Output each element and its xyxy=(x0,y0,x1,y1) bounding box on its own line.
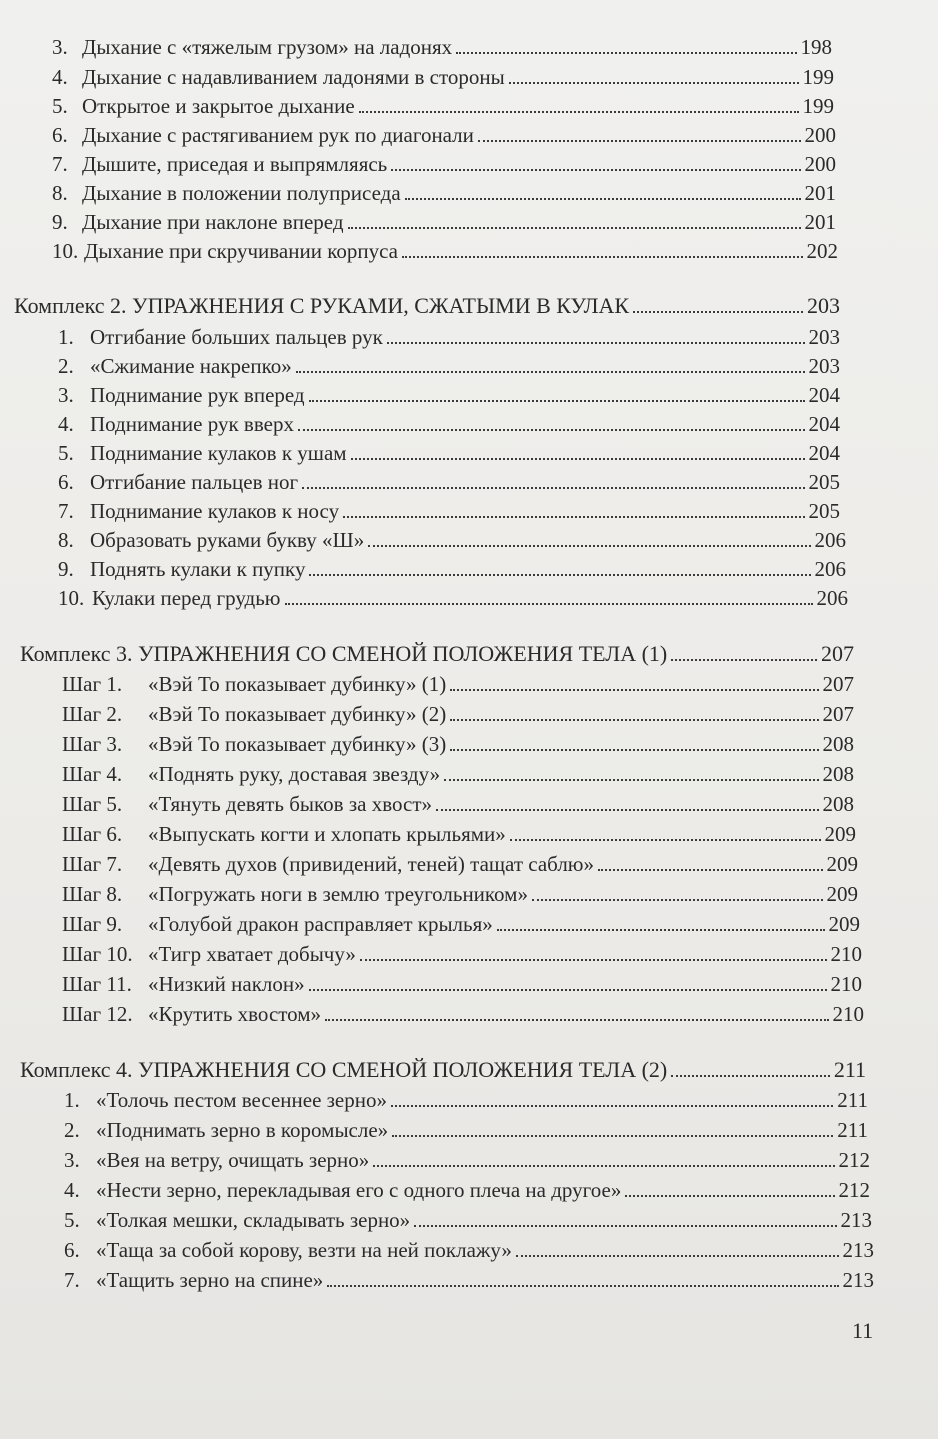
dot-leader xyxy=(392,1135,833,1137)
entry-page: 207 xyxy=(822,702,854,726)
entry-number: 2. xyxy=(64,1118,80,1142)
entry-title: Дыхание с надавливанием ладонями в стороны xyxy=(82,65,505,89)
entry-page: 209 xyxy=(824,822,856,846)
entry-title: Дыхание при скручивании корпуса xyxy=(84,239,398,263)
dot-leader xyxy=(450,749,818,751)
entry-title: «Девять духов (привидений, теней) тащат саблю» xyxy=(148,852,594,876)
entry-page: 204 xyxy=(808,412,840,436)
toc-entry xyxy=(62,817,856,847)
dot-leader xyxy=(625,1195,834,1197)
toc-entry xyxy=(62,787,854,817)
dot-leader xyxy=(405,198,801,200)
entry-number: Шаг 5. xyxy=(62,792,123,816)
toc-entry xyxy=(58,349,840,379)
toc-entry xyxy=(64,1083,868,1113)
toc-entry xyxy=(52,60,834,90)
dot-leader xyxy=(671,659,817,661)
entry-number: Шаг 10. xyxy=(62,942,133,966)
dot-leader xyxy=(633,311,803,313)
entry-page: 199 xyxy=(802,94,834,118)
section-page: 203 xyxy=(807,293,840,318)
dot-leader xyxy=(373,1165,834,1167)
entry-title: Поднять кулаки к пупку xyxy=(90,557,306,581)
section-page: 211 xyxy=(833,1057,866,1082)
entry-page: 209 xyxy=(828,912,860,936)
entry-title: Поднимание рук вверх xyxy=(90,412,294,436)
entry-page: 205 xyxy=(808,470,840,494)
entry-page: 200 xyxy=(804,123,836,147)
dot-leader xyxy=(478,140,801,142)
entry-number: 1. xyxy=(64,1088,80,1112)
entry-number: Шаг 7. xyxy=(62,852,123,876)
dot-leader xyxy=(450,689,818,691)
entry-title: «Тигр хватает добычу» xyxy=(148,942,356,966)
entry-title: «Выпускать когти и хлопать крыльями» xyxy=(148,822,506,846)
entry-title: «Вэй То показывает дубинку» (2) xyxy=(148,702,447,726)
section-heading xyxy=(20,1053,866,1083)
toc-entry xyxy=(62,757,854,787)
toc-entry xyxy=(52,205,836,235)
entry-page: 203 xyxy=(808,354,840,378)
entry-title: Дыхание в положении полуприседа xyxy=(82,181,401,205)
toc-entry xyxy=(58,436,840,466)
dot-leader xyxy=(391,169,800,171)
dot-leader xyxy=(359,111,799,113)
entry-page: 198 xyxy=(800,35,832,59)
dot-leader xyxy=(510,839,821,841)
toc-entry xyxy=(52,89,834,119)
toc-entry xyxy=(58,407,840,437)
entry-page: 208 xyxy=(822,732,854,756)
entry-page: 210 xyxy=(832,1002,864,1026)
entry-number: Шаг 2. xyxy=(62,702,123,726)
entry-page: 201 xyxy=(804,210,836,234)
entry-number: Шаг 4. xyxy=(62,762,123,786)
entry-page: 210 xyxy=(830,972,862,996)
toc-entry xyxy=(62,997,864,1027)
dot-leader xyxy=(285,603,813,605)
entry-number: 10. xyxy=(58,586,85,610)
entry-title: Образовать руками букву «Ш» xyxy=(90,528,365,552)
entry-number: 8. xyxy=(58,528,74,552)
entry-title: «Низкий наклон» xyxy=(148,972,305,996)
entry-number: Шаг 6. xyxy=(62,822,123,846)
entry-page: 211 xyxy=(837,1118,868,1142)
entry-page: 206 xyxy=(816,586,848,610)
toc-entry xyxy=(62,907,860,937)
entry-number: 4. xyxy=(58,412,74,436)
entry-page: 213 xyxy=(840,1208,872,1232)
entry-title: Кулаки перед грудью xyxy=(92,586,281,610)
toc-entry xyxy=(62,937,862,967)
entry-number: 5. xyxy=(52,94,68,118)
dot-leader xyxy=(296,371,805,373)
toc-entry xyxy=(58,378,840,408)
dot-leader xyxy=(436,809,819,811)
entry-title: Дыхание с «тяжелым грузом» на ладонях xyxy=(82,35,453,59)
entry-number: 7. xyxy=(64,1268,80,1292)
dot-leader xyxy=(497,929,825,931)
entry-number: 1. xyxy=(58,325,74,349)
dot-leader xyxy=(671,1075,830,1077)
entry-number: 6. xyxy=(64,1238,80,1262)
entry-number: 2. xyxy=(58,354,74,378)
entry-page: 213 xyxy=(842,1238,874,1262)
entry-page: 212 xyxy=(838,1178,870,1202)
entry-number: Шаг 8. xyxy=(62,882,123,906)
entry-number: 9. xyxy=(58,557,74,581)
entry-number: 4. xyxy=(64,1178,80,1202)
entry-title: «Сжимание накрепко» xyxy=(90,354,292,378)
toc-entry xyxy=(64,1233,874,1263)
entry-page: 203 xyxy=(808,325,840,349)
dot-leader xyxy=(402,256,803,258)
entry-page: 199 xyxy=(802,65,834,89)
dot-leader xyxy=(309,574,810,576)
dot-leader xyxy=(516,1255,839,1257)
entry-number: Шаг 9. xyxy=(62,912,123,936)
entry-page: 212 xyxy=(838,1148,870,1172)
dot-leader xyxy=(302,487,804,489)
dot-leader xyxy=(387,342,805,344)
entry-number: 6. xyxy=(58,470,74,494)
entry-page: 213 xyxy=(842,1268,874,1292)
entry-number: 7. xyxy=(58,499,74,523)
dot-leader xyxy=(343,516,804,518)
entry-page: 208 xyxy=(822,792,854,816)
entry-number: 3. xyxy=(52,35,68,59)
entry-title: «Голубой дракон расправляет крылья» xyxy=(148,912,493,936)
entry-title: «Тянуть девять быков за хвост» xyxy=(148,792,432,816)
entry-page: 202 xyxy=(806,239,838,263)
section-heading xyxy=(20,637,854,667)
dot-leader xyxy=(414,1225,836,1227)
entry-number: 3. xyxy=(64,1148,80,1172)
dot-leader xyxy=(309,989,827,991)
entry-title: Открытое и закрытое дыхание xyxy=(82,94,355,118)
entry-title: Отгибание больших пальцев рук xyxy=(90,325,383,349)
entry-title: «Тащить зерно на спине» xyxy=(96,1268,324,1292)
section-page: 207 xyxy=(821,641,854,666)
entry-title: «Вея на ветру, очищать зерно» xyxy=(96,1148,370,1172)
entry-title: «Вэй То показывает дубинку» (1) xyxy=(148,672,447,696)
entry-title: «Поднять руку, доставая звезду» xyxy=(148,762,441,786)
entry-title: Поднимание кулаков к носу xyxy=(90,499,340,523)
entry-number: 6. xyxy=(52,123,68,147)
dot-leader xyxy=(456,52,796,54)
toc-entry xyxy=(62,697,854,727)
entry-page: 201 xyxy=(804,181,836,205)
entry-page: 204 xyxy=(808,441,840,465)
dot-leader xyxy=(391,1105,833,1107)
entry-title: Отгибание пальцев ног xyxy=(90,470,299,494)
entry-number: 7. xyxy=(52,152,68,176)
section-heading xyxy=(14,289,840,319)
toc-entry xyxy=(58,552,846,582)
dot-leader xyxy=(532,899,823,901)
dot-leader xyxy=(368,545,810,547)
entry-page: 207 xyxy=(822,672,854,696)
entry-number: Шаг 11. xyxy=(62,972,132,996)
dot-leader xyxy=(509,82,799,84)
dot-leader xyxy=(444,779,818,781)
toc-entry xyxy=(64,1263,874,1293)
toc-entry xyxy=(52,147,836,177)
entry-title: «Таща за собой корову, везти на ней поклажу» xyxy=(96,1238,512,1262)
toc-entry xyxy=(64,1143,870,1173)
entry-page: 208 xyxy=(822,762,854,786)
entry-title: Поднимание кулаков к ушам xyxy=(90,441,347,465)
entry-title: Дыхание при наклоне вперед xyxy=(82,210,344,234)
toc-entry xyxy=(62,877,858,907)
dot-leader xyxy=(348,227,801,229)
entry-number: 8. xyxy=(52,181,68,205)
toc-entry xyxy=(62,967,862,997)
entry-page: 210 xyxy=(830,942,862,966)
entry-number: Шаг 3. xyxy=(62,732,123,756)
toc-entry xyxy=(58,320,840,350)
entry-title: Дышите, приседая и выпрямляясь xyxy=(82,152,388,176)
entry-page: 204 xyxy=(808,383,840,407)
toc-entry xyxy=(52,118,836,148)
dot-leader xyxy=(450,719,818,721)
toc-entry xyxy=(52,176,836,206)
toc-entry xyxy=(58,581,848,611)
dot-leader xyxy=(327,1285,838,1287)
toc-entry xyxy=(62,847,858,877)
entry-number: 5. xyxy=(64,1208,80,1232)
dot-leader xyxy=(598,869,823,871)
section-title: Комплекс 3. УПРАЖНЕНИЯ СО СМЕНОЙ ПОЛОЖЕНИЯ ТЕЛА (1) xyxy=(20,641,668,666)
entry-title: «Погружать ноги в землю треугольником» xyxy=(148,882,528,906)
entry-number: Шаг 12. xyxy=(62,1002,133,1026)
toc-entry xyxy=(52,30,832,60)
entry-page: 206 xyxy=(814,557,846,581)
toc-entry xyxy=(52,234,838,264)
toc-entry xyxy=(58,523,846,553)
entry-number: 10. xyxy=(52,239,79,263)
entry-page: 205 xyxy=(808,499,840,523)
dot-leader xyxy=(298,429,805,431)
section-title: Комплекс 4. УПРАЖНЕНИЯ СО СМЕНОЙ ПОЛОЖЕНИЯ ТЕЛА (2) xyxy=(20,1057,668,1082)
entry-page: 211 xyxy=(837,1088,868,1112)
dot-leader xyxy=(325,1019,828,1021)
entry-title: «Крутить хвостом» xyxy=(148,1002,322,1026)
entry-number: 3. xyxy=(58,383,74,407)
dot-leader xyxy=(309,400,805,402)
entry-page: 200 xyxy=(804,152,836,176)
entry-title: «Нести зерно, перекладывая его с одного плеча на другое» xyxy=(96,1178,622,1202)
entry-title: «Вэй То показывает дубинку» (3) xyxy=(148,732,447,756)
page-number: 11 xyxy=(852,1318,874,1343)
entry-number: 4. xyxy=(52,65,68,89)
toc-entry xyxy=(58,465,840,495)
dot-leader xyxy=(351,458,805,460)
toc-entry xyxy=(58,494,840,524)
toc-entry xyxy=(62,667,854,697)
toc-entry xyxy=(62,727,854,757)
entry-title: «Толочь пестом весеннее зерно» xyxy=(96,1088,387,1112)
section-title: Комплекс 2. УПРАЖНЕНИЯ С РУКАМИ, СЖАТЫМИ В КУЛАК xyxy=(14,293,630,318)
entry-number: 5. xyxy=(58,441,74,465)
entry-number: Шаг 1. xyxy=(62,672,123,696)
entry-title: Дыхание с растягиванием рук по диагонали xyxy=(82,123,474,147)
toc-entry xyxy=(64,1173,870,1203)
entry-title: «Толкая мешки, складывать зерно» xyxy=(96,1208,411,1232)
entry-page: 206 xyxy=(814,528,846,552)
toc-entry xyxy=(64,1113,868,1143)
entry-page: 209 xyxy=(826,852,858,876)
entry-title: «Поднимать зерно в коромысле» xyxy=(96,1118,389,1142)
toc-entry xyxy=(64,1203,872,1233)
entry-number: 9. xyxy=(52,210,68,234)
entry-title: Поднимание рук вперед xyxy=(90,383,305,407)
dot-leader xyxy=(360,959,827,961)
entry-page: 209 xyxy=(826,882,858,906)
